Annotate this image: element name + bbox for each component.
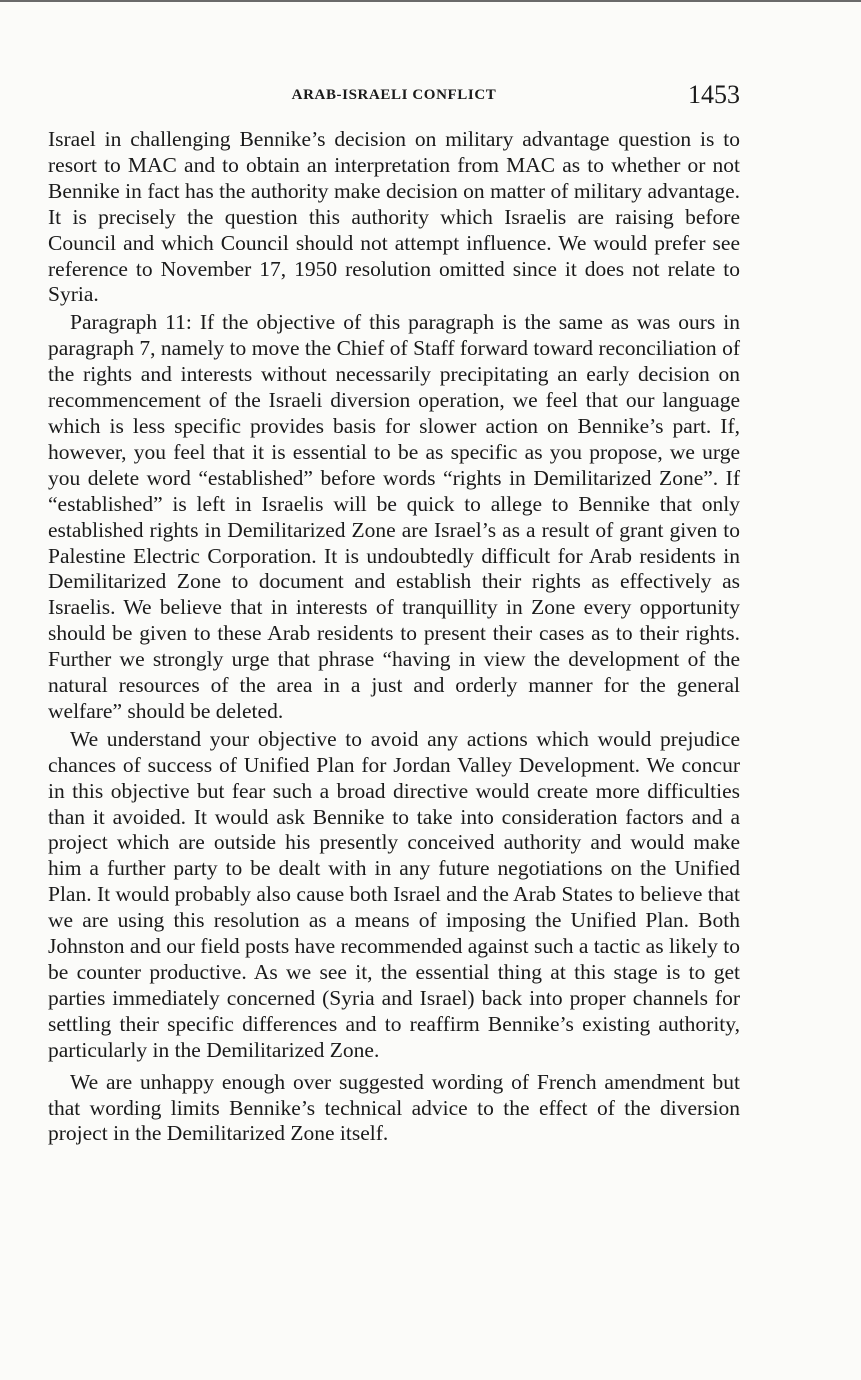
- body-text: [48, 127, 740, 1147]
- paragraph-unified-plan: We understand your objective to avoid any actions which would prejudice chances of success of Unified Plan for Jordan Valley Development. We concur in this objective but fear such a broad directive would create more difficulties than it avoided. It would ask Bennike to take into consideration factors and a project which are outside his presently conceived authority and would make him a further party to be dealt with in any future negotiations on the Unified Plan. It would probably also cause both Israel and the Arab States to believe that we are using this resolution as a means of imposing the Unified Plan. Both Johnston and our field posts have recommended against such a tactic as likely to be counter productive. As we see it, the essential thing at this stage is to get parties immediately concerned (Syria and Israel) back into proper channels for settling their specific differences and to reaffirm Bennike’s existing authority, particularly in the Demilitarized Zone.: [48, 726, 740, 1062]
- paragraph-french-amendment: We are unhappy enough over suggested wording of French amendment but that wording limits Bennike’s technical advice to the effect of the diversion project in the Demilitarized Zone itself.: [48, 1069, 740, 1146]
- paragraph-continued: Israel in challenging Bennike’s decision on military advantage question is to resort to MAC and to obtain an interpretation from MAC as to whether or not Bennike in fact has the authority make decision on matter of military advantage. It is precisely the question this authority which Israelis are raising before Council and which Council should not attempt influence. We would prefer see reference to November 17, 1950 resolution omitted since it does not relate to Syria.: [48, 127, 740, 307]
- paragraph-11: Paragraph 11: If the objective of this paragraph is the same as was ours in paragraph 7, namely to move the Chief of Staff forward toward reconciliation of the rights and interests without necessarily precipitating an early decision on recommencement of the Israeli diversion operation, we feel that our language which is less specific provides basis for slower action on Bennike’s part. If, however, you feel that it is essential to be as specific as you propose, we urge you delete word “established” before words “rights in Demilitarized Zone”. If “established” is left in Israelis will be quick to allege to Bennike that only established rights in Demilitarized Zone are Israel’s as a result of grant given to Palestine Electric Corporation. It is undoubtedly difficult for Arab residents in Demilitarized Zone to document and establish their rights as effectively as Israelis. We believe that in interests of tranquillity in Zone every opportunity should be given to these Arab residents to present their cases as to their rights. Further we strongly urge that phrase “having in view the development of the natural resources of the area in a just and orderly manner for the general welfare” should be deleted.: [48, 310, 740, 723]
- running-title: ARAB-ISRAELI CONFLICT: [291, 87, 497, 103]
- running-header: [48, 80, 740, 114]
- top-border-rule: [0, 0, 861, 2]
- page-number: 1453: [688, 80, 740, 109]
